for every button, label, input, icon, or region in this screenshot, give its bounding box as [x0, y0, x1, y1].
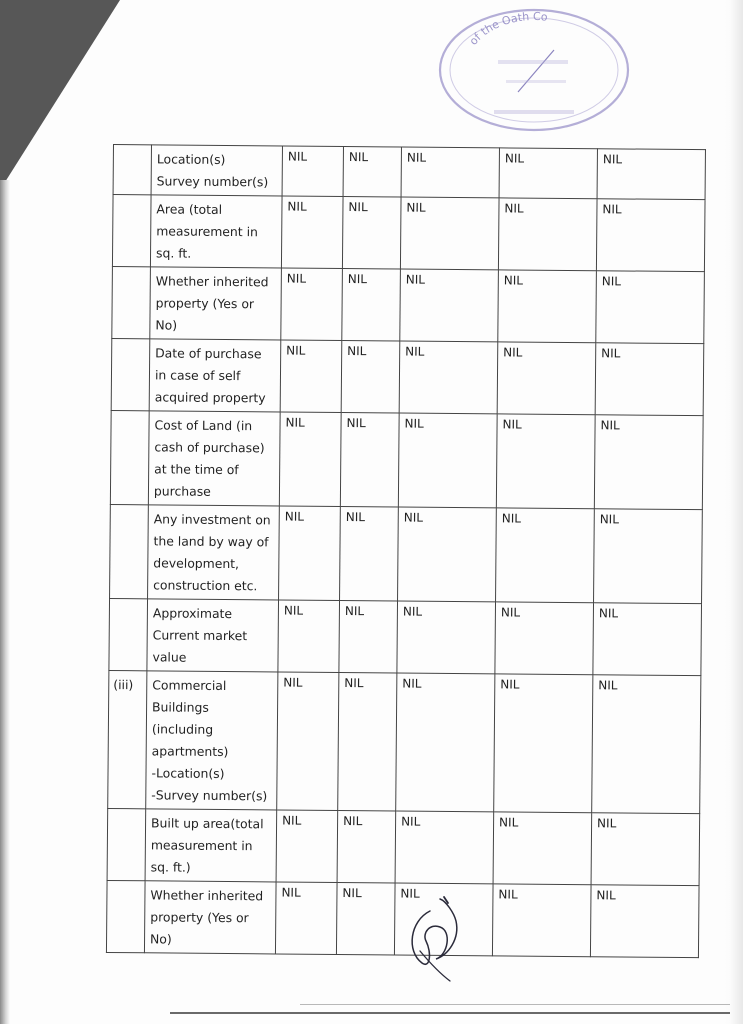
item-label-cell — [151, 145, 282, 196]
item-label-line: Location(s) — [156, 151, 226, 167]
item-label-line: No) — [149, 931, 172, 947]
svg-text:of the Oath Co — [467, 10, 549, 48]
item-label-line: the land by way of — [153, 533, 269, 550]
oath-commissioner-stamp — [436, 6, 632, 134]
item-label-line: Buildings — [152, 699, 209, 715]
scan-bottom-line — [300, 1004, 730, 1005]
item-label-line: Whether inherited — [150, 887, 264, 904]
scan-edge-right — [725, 0, 743, 1024]
serial-cell — [113, 145, 151, 195]
value-cell: NIL — [276, 810, 338, 883]
value-cell: NIL — [398, 413, 497, 508]
item-label-line: at the time of — [154, 461, 239, 478]
item-label-line: Cost of Land (in — [154, 417, 253, 434]
value-cell: NIL — [339, 600, 398, 673]
value-cell: NIL — [397, 601, 496, 674]
value-cell: NIL — [499, 148, 597, 199]
value-cell: NIL — [282, 146, 343, 197]
value-cell: NIL — [596, 271, 705, 344]
serial-cell — [106, 880, 145, 952]
serial-cell — [110, 504, 149, 598]
item-label-line: Date of purchase — [155, 345, 262, 362]
value-cell: NIL — [341, 341, 400, 414]
value-cell: NIL — [281, 196, 343, 269]
item-label-line: sq. ft. — [155, 245, 192, 261]
table-row — [110, 410, 703, 509]
value-cell: NIL — [337, 810, 396, 883]
value-cell: NIL — [278, 600, 340, 673]
serial-cell — [112, 266, 151, 338]
assets-declaration-table — [106, 144, 706, 958]
table-row — [109, 598, 702, 675]
value-cell: NIL — [398, 507, 497, 602]
item-label-line: Current market — [152, 627, 248, 644]
value-cell: NIL — [493, 812, 592, 885]
item-label-line: Area (total — [156, 201, 223, 217]
value-cell: NIL — [394, 883, 493, 956]
value-cell: NIL — [275, 882, 337, 955]
value-cell: NIL — [340, 506, 399, 601]
value-cell: NIL — [591, 813, 700, 886]
scan-edge-left — [0, 180, 10, 1024]
serial-cell — [110, 410, 149, 504]
item-label-line: Approximate — [152, 605, 233, 622]
table-row — [111, 338, 704, 415]
value-cell: NIL — [495, 602, 594, 675]
value-cell: NIL — [594, 415, 703, 510]
item-label-cell — [150, 195, 282, 268]
item-label-line: cash of purchase) — [154, 439, 265, 456]
value-cell: NIL — [395, 811, 494, 884]
item-label-line: value — [152, 649, 187, 665]
item-label-line: measurement in — [150, 837, 253, 854]
value-cell: NIL — [401, 147, 499, 198]
table-row — [112, 195, 705, 272]
value-cell: NIL — [400, 269, 499, 342]
value-cell: NIL — [596, 199, 705, 272]
item-label-line: Survey number(s) — [156, 173, 269, 190]
item-label-cell — [148, 411, 280, 506]
item-label-line: purchase — [153, 483, 211, 499]
table-row — [107, 808, 700, 885]
item-label-cell — [144, 881, 276, 954]
item-label-cell — [146, 671, 278, 810]
value-cell: NIL — [279, 506, 341, 601]
scan-shadow-corner — [0, 0, 120, 190]
item-label-line: -Survey number(s) — [151, 787, 268, 804]
item-label-line: Commercial — [152, 677, 227, 694]
table-row — [112, 266, 705, 343]
value-cell: NIL — [597, 149, 705, 200]
value-cell: NIL — [492, 884, 591, 957]
item-label-line: property (Yes or — [155, 295, 255, 312]
value-cell: NIL — [595, 343, 704, 416]
item-label-line: acquired property — [154, 389, 266, 406]
table-row — [108, 670, 701, 813]
value-cell: NIL — [338, 672, 397, 811]
value-cell: NIL — [497, 342, 596, 415]
item-label-cell — [149, 339, 281, 412]
item-label-line: -Location(s) — [151, 765, 225, 781]
item-label-line: apartments) — [151, 743, 229, 760]
value-cell: NIL — [592, 675, 701, 814]
value-cell: NIL — [590, 885, 699, 958]
serial-cell — [107, 808, 146, 880]
serial-cell: (iii) — [108, 670, 147, 808]
item-label-line: property (Yes or — [150, 909, 249, 926]
value-cell: NIL — [494, 674, 593, 813]
value-cell: NIL — [400, 197, 499, 270]
value-cell: NIL — [498, 270, 597, 343]
item-label-cell — [148, 505, 280, 600]
item-label-line: sq. ft.) — [150, 859, 191, 875]
stamp-text: of the Oath Co — [466, 9, 549, 48]
value-cell: NIL — [343, 147, 401, 198]
table-row — [110, 504, 703, 603]
handwritten-signature — [400, 893, 475, 983]
value-cell: NIL — [340, 413, 399, 508]
value-cell: NIL — [496, 508, 595, 603]
item-label-cell — [150, 267, 282, 340]
page-bottom-rule — [170, 1012, 730, 1014]
value-cell: NIL — [342, 269, 401, 342]
item-label-line: (including — [151, 721, 214, 737]
value-cell: NIL — [279, 412, 341, 507]
value-cell: NIL — [280, 340, 342, 413]
value-cell: NIL — [281, 268, 343, 341]
item-label-line: development, — [153, 555, 240, 572]
value-cell: NIL — [336, 882, 395, 955]
serial-cell — [109, 598, 148, 670]
item-label-line: construction etc. — [153, 577, 258, 594]
table-row — [113, 145, 705, 200]
item-label-cell — [147, 599, 279, 672]
serial-cell — [111, 338, 150, 410]
item-label-line: Whether inherited — [155, 273, 269, 290]
item-label-line: measurement in — [156, 223, 258, 240]
serial-cell — [112, 195, 151, 267]
item-label-line: Any investment on — [153, 511, 271, 528]
value-cell: NIL — [277, 672, 339, 811]
value-cell: NIL — [342, 197, 401, 270]
item-label-line: in case of self — [154, 367, 241, 384]
value-cell: NIL — [498, 198, 597, 271]
item-label-line: No) — [155, 317, 178, 333]
value-cell: NIL — [594, 509, 703, 604]
value-cell: NIL — [593, 603, 702, 676]
value-cell: NIL — [399, 341, 498, 414]
item-label-cell — [145, 809, 277, 882]
value-cell: NIL — [396, 673, 495, 812]
value-cell: NIL — [496, 414, 595, 509]
item-label-line: Built up area(total — [151, 815, 264, 832]
